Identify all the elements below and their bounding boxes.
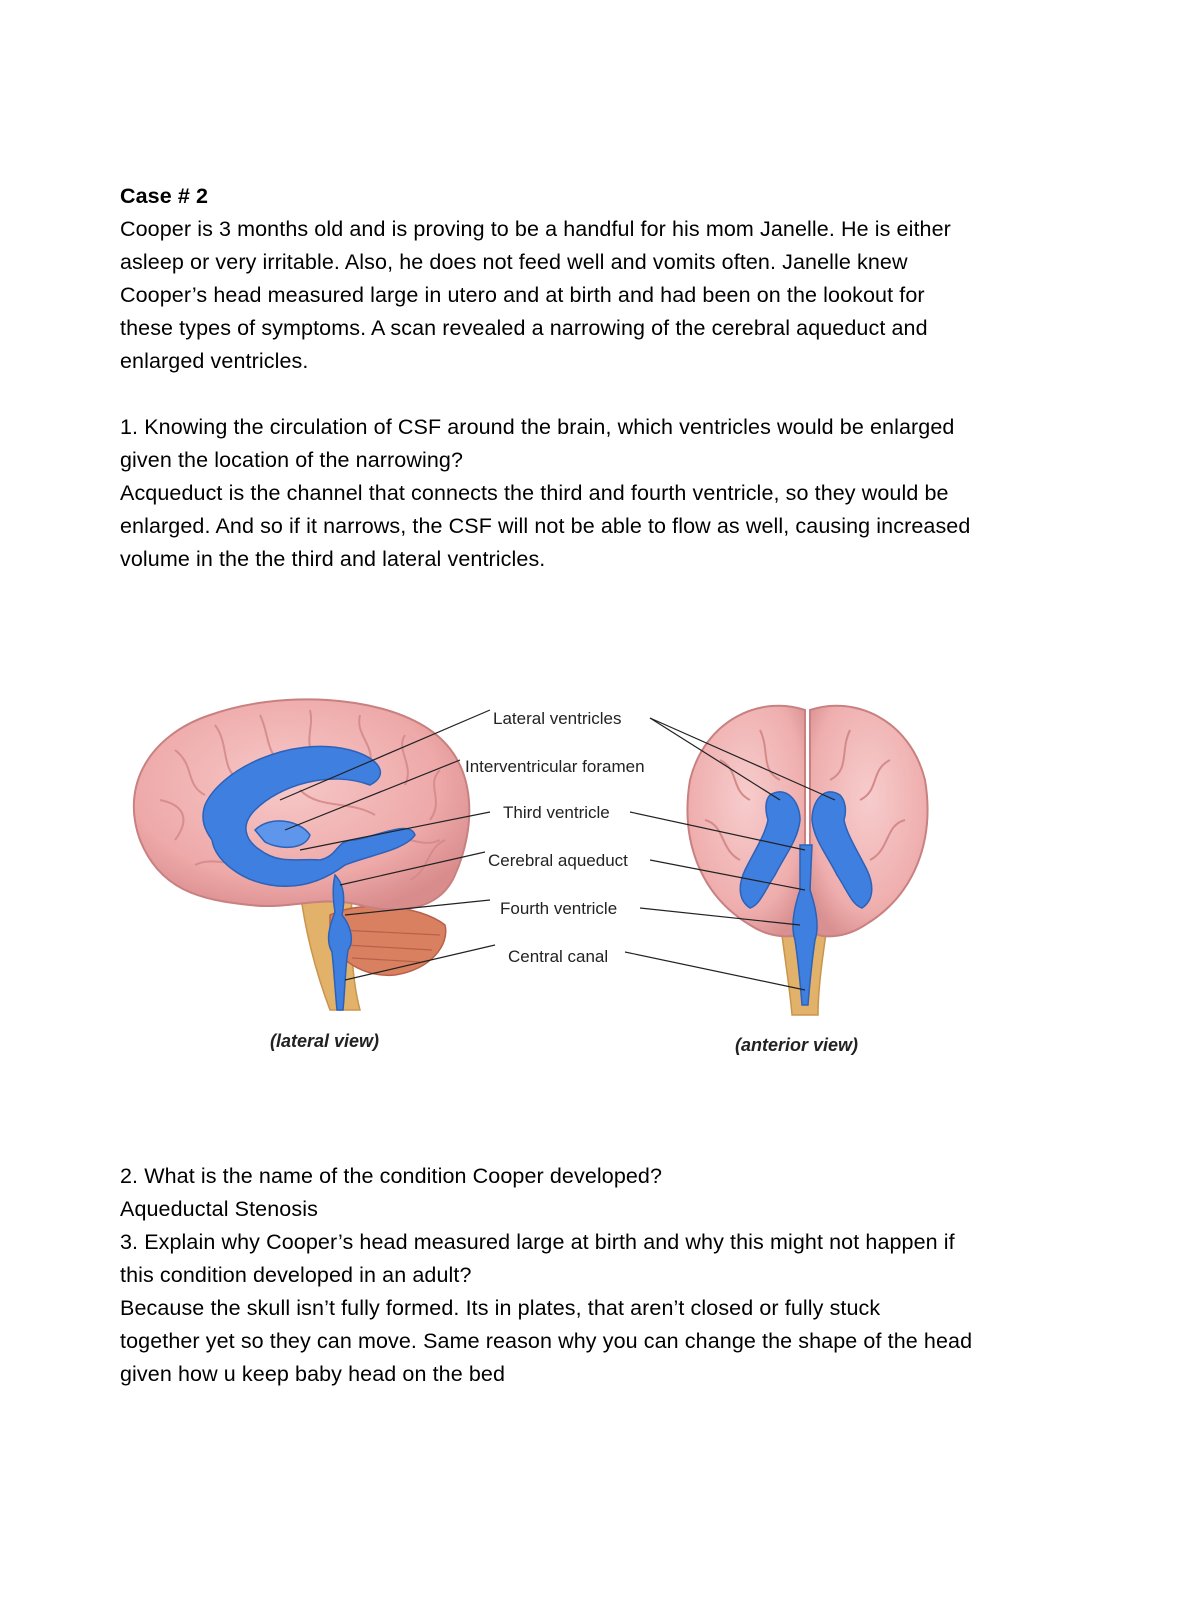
label-lateral-ventricles: Lateral ventricles <box>493 709 622 728</box>
label-cerebral-aqueduct: Cerebral aqueduct <box>488 851 628 870</box>
label-fourth-ventricle: Fourth ventricle <box>500 899 618 918</box>
case-section <box>120 180 1080 576</box>
answer-2: Aqueductal Stenosis <box>120 1197 318 1221</box>
case-paragraph-line: enlarged ventricles. <box>120 349 309 373</box>
lateral-brain-illustration <box>134 699 495 1010</box>
question-2: 2. What is the name of the condition Cooper developed? <box>120 1164 663 1188</box>
answer-3-line: given how u keep baby head on the bed <box>120 1362 506 1386</box>
case-paragraph-line: Cooper is 3 months old and is proving to be a handful for his mom Janelle. He is either <box>120 217 951 241</box>
answer-3-line: together yet so they can move. Same reason why you can change the shape of the head <box>120 1329 973 1353</box>
case-paragraph-line: Cooper’s head measured large in utero and at birth and had been on the lookout for <box>120 283 925 307</box>
question-3-line: 3. Explain why Cooper’s head measured large at birth and why this might not happen if <box>120 1230 955 1254</box>
question-1-line: 1. Knowing the circulation of CSF around the brain, which ventricles would be enlarged <box>120 415 955 439</box>
label-central-canal: Central canal <box>508 947 609 966</box>
case-paragraph-line: asleep or very irritable. Also, he does not feed well and vomits often. Janelle knew <box>120 250 908 274</box>
label-third-ventricle: Third ventricle <box>503 803 610 822</box>
answer-1-line: volume in the the third and lateral ventricles. <box>120 547 546 571</box>
answer-1-line: enlarged. And so if it narrows, the CSF will not be able to flow as well, causing increased <box>120 514 971 538</box>
answer-1-line: Acqueduct is the channel that connects the third and fourth ventricle, so they would be <box>120 481 949 505</box>
caption-anterior-view: (anterior view) <box>735 1035 859 1055</box>
answer-3-line: Because the skull isn’t fully formed. Its in plates, that aren’t closed or fully stuck <box>120 1296 881 1320</box>
anterior-brain-illustration <box>625 706 928 1015</box>
questions-section <box>120 1160 1080 1391</box>
case-paragraph-line: these types of symptoms. A scan revealed a narrowing of the cerebral aqueduct and <box>120 316 928 340</box>
case-heading: Case # 2 <box>120 184 209 208</box>
caption-lateral-view: (lateral view) <box>270 1031 380 1051</box>
question-3-line: this condition developed in an adult? <box>120 1263 472 1287</box>
label-interventricular-foramen: Interventricular foramen <box>465 757 645 776</box>
ventricles-figure <box>0 690 1200 1080</box>
question-1-line: given the location of the narrowing? <box>120 448 464 472</box>
